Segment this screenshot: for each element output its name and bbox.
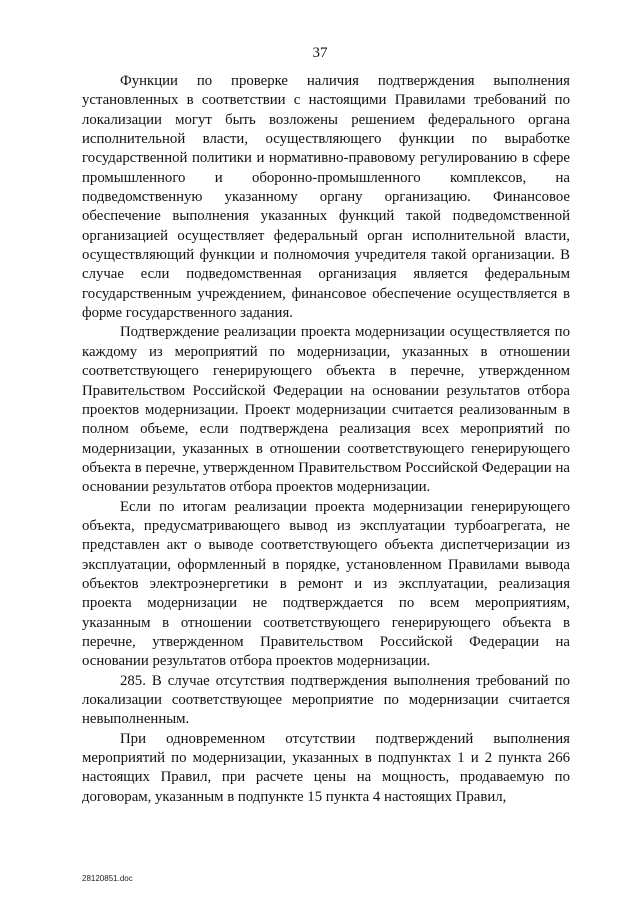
paragraph-item-285: 285. В случае отсутствия подтверждения выполнения требований по локализации соответствующее мероприятие по модернизации считается невыполненным. [82, 672, 570, 728]
paragraph-modernization-confirmation: Подтверждение реализации проекта модернизации осуществляется по каждому из мероприятий по модернизации, указанных в отношении соответствующего генерирующего объекта в перечне, утвержденном Правительством Российской Федерации на основании результатов отбора проектов модернизации. Проект модернизации считается реализованным в полном объеме, если подтверждена реализация всех мероприятий по модернизации, указанных в отношении соответствующего генерирующего объекта в перечне, утвержденном Правительством Российской Федерации на основании результатов отбора проектов модернизации. [82, 324, 570, 496]
document-body [82, 72, 570, 807]
paragraph-turbine-decommissioning: Если по итогам реализации проекта модернизации генерирующего объекта, предусматривающего вывод из эксплуатации турбоагрегата, не представлен акт о выводе соответствующего объекта диспетчеризации из эксплуатации, оформленный в порядке, установленном Правилами вывода объектов электроэнергетики в ремонт и из эксплуатации, реализация проекта модернизации не подтверждается по всем мероприятиям, указанным в отношении соответствующего генерирующего объекта в перечне, утвержденном Правительством Российской Федерации на основании результатов отбора проектов модернизации. [82, 498, 570, 670]
page-number: 37 [312, 45, 328, 61]
paragraph-localization-functions: Функции по проверке наличия подтверждения выполнения установленных в соответствии с настоящими Правилами требований по локализации могут быть возложены решением федерального органа исполнительной власти, осуществляющего функции по выработке государственной политики и нормативно-правовому регулированию в сфере промышленного и оборонно-промышленного комплексов, на подведомственную указанному органу организацию. Финансовое обеспечение выполнения указанных функций такой подведомственной организацией осуществляет федеральный орган исполнительной власти, осуществляющий функции и полномочия учредителя такой организации. В случае если подведомственная организация является федеральным государственным учреждением, финансовое обеспечение осуществляется в форме государственного задания. [82, 73, 570, 322]
footer-filename: 28120851.doc [82, 874, 133, 883]
paragraph-simultaneous-absence: При одновременном отсутствии подтверждений выполнения мероприятий по модернизации, указанных в подпунктах 1 и 2 пункта 266 настоящих Правил, при расчете цены на мощность, продаваемую по договорам, указанным в подпункте 15 пункта 4 настоящих Правил, [82, 730, 570, 805]
